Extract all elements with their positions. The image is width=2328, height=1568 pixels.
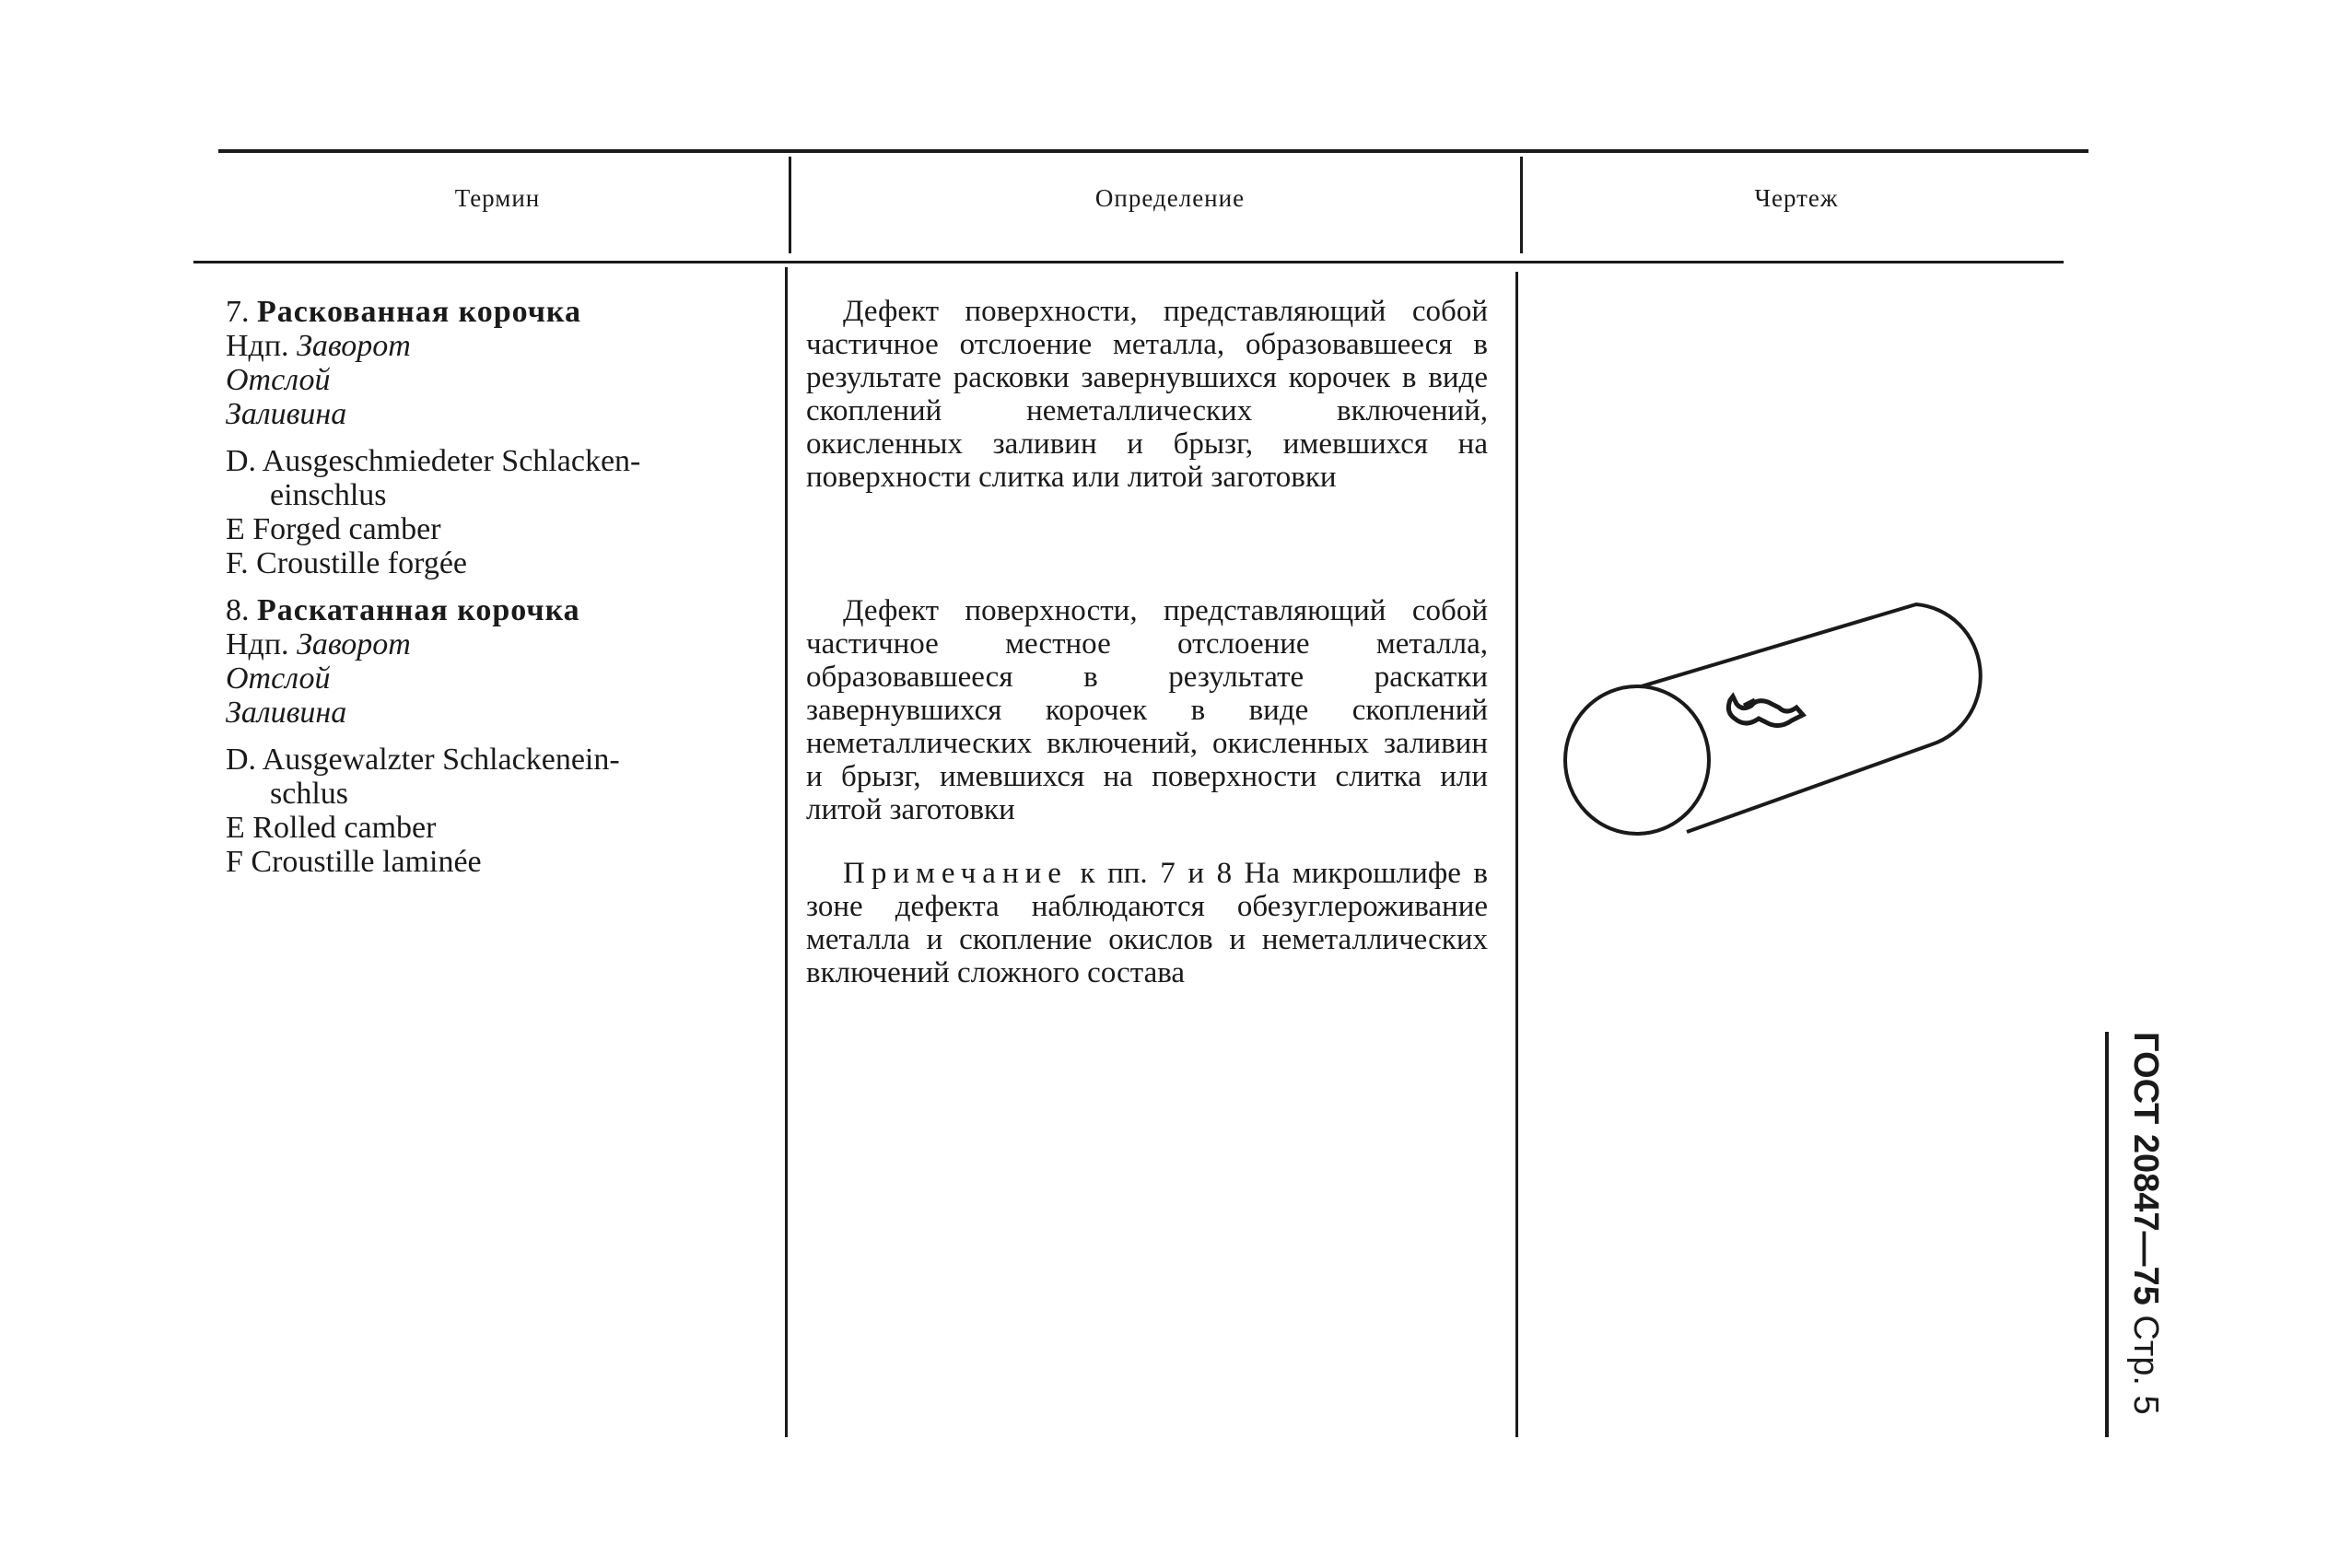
- term-8: [226, 593, 742, 879]
- term-8-foreign-d-cont: schlus: [270, 777, 348, 811]
- definition-7: Дефект поверхности, представляющий собой частичное отслоение металла, образовавшееся в результате расковки завернувшихся корочек в виде скоплений неметаллических включений, окисленных заливин и брызг, имевшихся на поверхности слитка или литой заготовки: [806, 295, 1488, 494]
- header-divider-1: [789, 157, 791, 253]
- gost-side-rule: [2105, 1032, 2109, 1437]
- term-7-foreign-f: F. Croustille forgée: [226, 546, 468, 580]
- definition-8: Дефект поверхности, представляющий собой частичное местное отслоение металла, образовавшееся в результате раскатки завернувшихся корочек в виде скоплений неметаллических включений, окисленных заливин и брызг, имевшихся на поверхности слитка или литой заготовки: [806, 594, 1488, 826]
- term-8-foreign-d: D. Ausgewalzter Schlackenein-: [226, 743, 620, 777]
- term-8-ndp-2: Отслой: [226, 661, 331, 696]
- header-bottom-rule: [193, 261, 2064, 263]
- term-7-foreign-d-cont: einschlus: [270, 478, 387, 512]
- note: [806, 857, 1488, 989]
- term-7-ndp-3: Заливина: [226, 397, 347, 431]
- term-7-ndp-2: Отслой: [226, 363, 331, 397]
- term-8-foreign-e: E Rolled camber: [226, 811, 437, 845]
- header-term: Термин: [454, 184, 541, 212]
- column-divider-1: [785, 267, 788, 1437]
- term-7-foreign-d: D. Ausgeschmiedeter Schlacken-: [226, 444, 641, 478]
- header-divider-2: [1520, 157, 1523, 253]
- term-7-ndp: Ндп. Заворот: [226, 329, 411, 363]
- term-7: [226, 295, 742, 580]
- term-7-foreign-e: E Forged camber: [226, 512, 441, 546]
- term-8-title: 8. Раскатанная корочка: [226, 593, 580, 627]
- term-7-title: 7. Раскованная корочка: [226, 295, 582, 329]
- defect-mark: [1728, 696, 1803, 726]
- gost-page-label: [2119, 1032, 2165, 1437]
- terms-column: [226, 295, 742, 879]
- note-label: Примечание: [843, 857, 1068, 890]
- header-definition: Определение: [1094, 184, 1246, 212]
- table-top-rule: [218, 149, 2088, 153]
- column-divider-2: [1515, 272, 1518, 1437]
- cylinder-defect-drawing: [1562, 590, 2004, 857]
- gost-code: ГОСТ 20847—75: [2126, 1032, 2165, 1305]
- term-8-ndp: Ндп. Заворот: [226, 627, 411, 661]
- header-drawing: Чертеж: [1754, 184, 1839, 212]
- term-8-foreign-f: F Croustille laminée: [226, 845, 482, 879]
- gost-page: Стр. 5: [2126, 1315, 2165, 1415]
- cylinder-end-face: [1565, 686, 1709, 834]
- note-text: к пп. 7 и 8 На микрошлифе в зоне дефекта наблюдаются обезуглероживание металла и скопление окислов и неметаллических включений сложного состава: [806, 857, 1488, 989]
- term-8-ndp-3: Заливина: [226, 696, 347, 730]
